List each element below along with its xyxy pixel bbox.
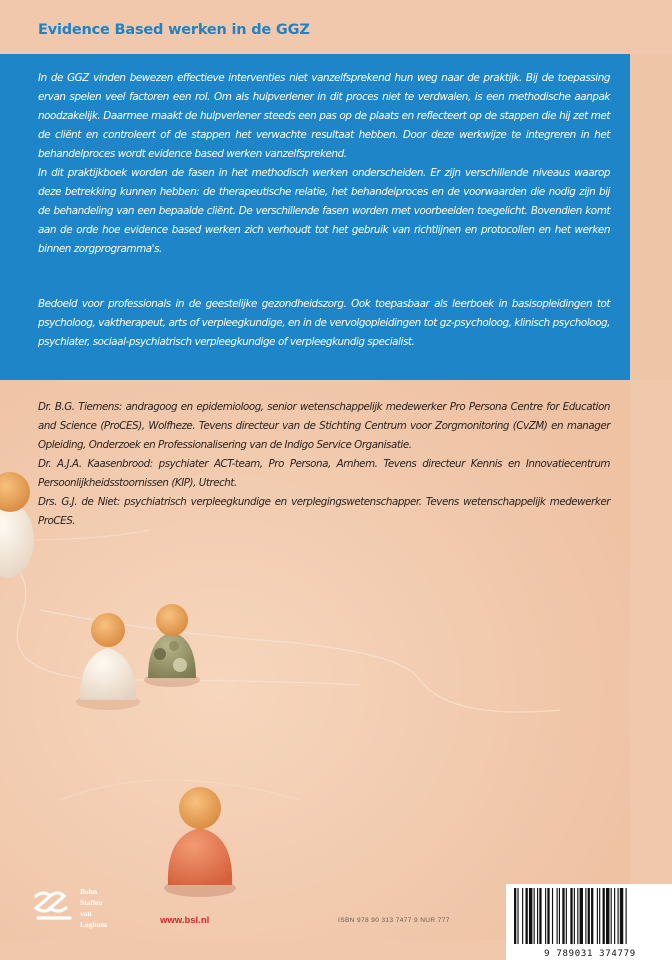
- barcode-bar: [537, 888, 538, 944]
- summary-text: [38, 69, 610, 259]
- barcode-bar: [597, 888, 598, 944]
- barcode-bar: [529, 888, 532, 944]
- barcode-bar: [588, 888, 590, 944]
- barcode-bar: [570, 888, 572, 944]
- publisher-logo: [30, 886, 120, 936]
- barcode-bar: [562, 888, 564, 944]
- barcode-bar: [577, 888, 578, 944]
- barcode-bar: [526, 888, 528, 944]
- audience-text: Bedoeld voor professionals in de geestelijke gezondheidszorg. Ook toepasbaar als leerboek in basisopleidingen tot psycholoog, vaktherapeut, arts of verpleegkundige, en in de vervolgopleidingen tot gz-psycholoog, klinisch psycholoog, psychiater, sociaal-psychiatrisch verpleegkundige of verpleegkundig specialist.: [38, 298, 610, 348]
- bsl-logo-icon: [30, 886, 76, 926]
- barcode-bar: [599, 888, 600, 944]
- isbn-text: ISBN 978 90 313 7477 9 NUR 777: [338, 917, 450, 924]
- barcode-bar: [517, 888, 518, 944]
- barcode-bar: [522, 888, 523, 944]
- barcode-bar: [620, 888, 623, 944]
- barcode-bar: [618, 888, 619, 944]
- barcode-bar: [566, 888, 567, 944]
- barcode-number: 9 789031 374779: [544, 949, 636, 959]
- author-bios: [38, 398, 610, 531]
- figurine-left: [0, 472, 34, 578]
- barcode-bar: [574, 888, 575, 944]
- summary-paragraph-1: In de GGZ vinden bewezen effectieve interventies niet vanzelfsprekend hun weg naar de praktijk. Bij de toepassing ervan spelen veel factoren een rol. Om als hulpverlener in dit proces niet te verdwalen, is een methodische aanpak noodzakelijk. Daarmee maakt de hulpverlener steeds een pas op de plaats en reflecteert op de stappen die hij zet met de cliënt en controleert of de stappen het verwachte resultaat hebben. Door deze werkwijze te integreren in het behandelproces wordt evidence based werken vanzelfsprekend.: [38, 72, 610, 160]
- barcode-bar: [603, 888, 605, 944]
- barcode-bar: [606, 888, 609, 944]
- author-bio: Dr. A.J.A. Kaasenbrood: psychiater ACT-team, Pro Persona, Arnhem. Tevens directeur Kennis en Innovatiecentrum Persoonlijkheidsstoornissen (KIP), Utrecht.: [38, 458, 610, 489]
- barcode-bar: [534, 888, 535, 944]
- barcode-bar: [514, 888, 516, 944]
- barcode-bar: [552, 888, 553, 944]
- cover-edge: [630, 54, 672, 380]
- barcode-bar: [614, 888, 615, 944]
- barcode-bar: [547, 888, 549, 944]
- book-title: Evidence Based werken in de GGZ: [38, 22, 310, 38]
- barcode-bar: [585, 888, 586, 944]
- summary-paragraph-2: In dit praktijkboek worden de fasen in het methodisch werken onderscheiden. Er zijn verschillende niveaus waarop deze betrekking kunnen hebben: de therapeutische relatie, het behandelproces en de voorwaarden die nodig zijn bij de behandeling van een bepaalde cliënt. De verschillende fasen worden met voorbeelden toegelicht. Bovendien komt aan de orde hoe evidence based werken zich verhoudt tot het gebruik van richtlijnen en protocollen en het werken binnen zorgprogramma's.: [38, 167, 610, 255]
- publisher-url[interactable]: www.bsl.nl: [160, 915, 210, 926]
- author-bio: Drs. G.J. de Niet: psychiatrisch verpleegkundige en verplegingswetenschapper. Tevens wetenschappelijk medewerker ProCES.: [38, 496, 610, 527]
- barcode-bars: [506, 884, 672, 946]
- barcode-bar: [591, 888, 593, 944]
- barcode-bar: [539, 888, 541, 944]
- barcode: [506, 884, 672, 960]
- barcode-bar: [580, 888, 583, 944]
- publisher-name: Bohn Stafleu van Loghum: [80, 887, 108, 929]
- barcode-bar: [611, 888, 612, 944]
- author-bio: Dr. B.G. Tiemens: andragoog en epidemioloog, senior wetenschappelijk medewerker Pro Persona Centre for Education and Science (ProCES), Wolfheze. Tevens directeur van de Stichting Centrum voor Zorgmonitoring (CvZM) en manager Opleiding, Onderzoek en Professionalisering van de Indigo Service Organisatie.: [38, 401, 610, 451]
- barcode-bar: [626, 888, 627, 944]
- barcode-bar: [545, 888, 546, 944]
- barcode-bar: [559, 888, 560, 944]
- barcode-bar: [557, 888, 558, 944]
